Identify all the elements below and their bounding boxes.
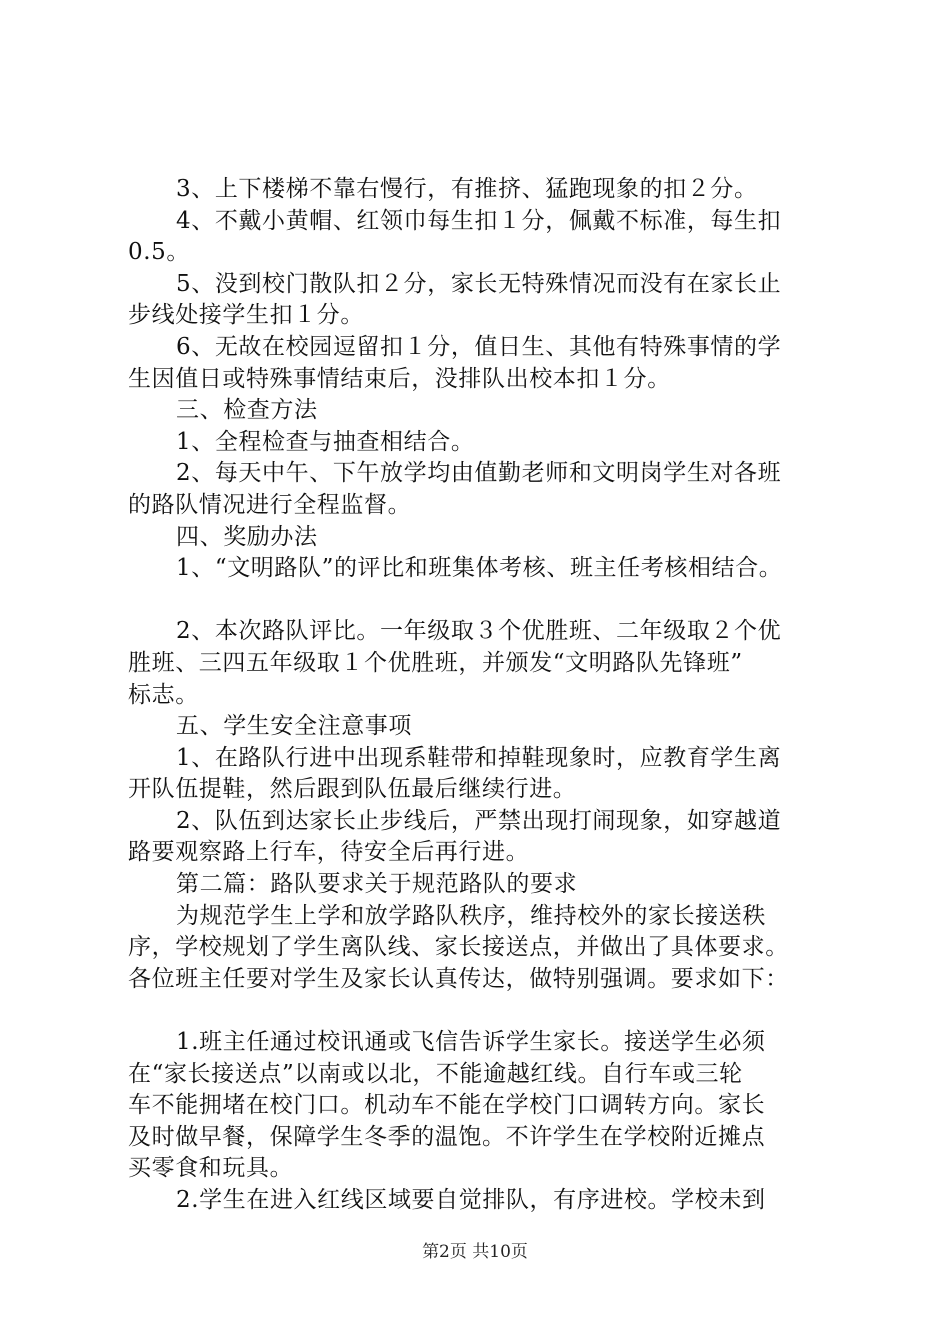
text-line: 1、全程检查与抽查相结合。	[176, 428, 475, 455]
text-line: 各位班主任要对学生及家长认真传达，做特别强调。要求如下：	[128, 965, 789, 992]
document-body	[128, 174, 848, 1217]
text-line: 2、队伍到达家长止步线后，严禁出现打闹现象，如穿越道	[176, 807, 782, 834]
text-line: 1.班主任通过校讯通或飞信告诉学生家长。接送学生必须	[176, 1029, 766, 1056]
text-line: 三、检查方法	[176, 397, 318, 424]
blank-line	[128, 585, 848, 617]
text-line: 2、本次路队评比。一年级取３个优胜班、二年级取２个优	[176, 618, 782, 645]
text-line: 第二篇：路队要求关于规范路队的要求	[176, 871, 578, 898]
text-line: 标志。	[128, 681, 199, 708]
text-line: 及时做早餐，保障学生冬季的温饱。不许学生在学校附近摊点	[128, 1123, 766, 1150]
text-line: 为规范学生上学和放学路队秩序，维持校外的家长接送秩	[176, 902, 766, 929]
text-line: 1、“文明路队”的评比和班集体考核、班主任考核相结合。	[176, 555, 783, 582]
text-line: 0.5。	[128, 239, 190, 266]
text-line: 车不能拥堵在校门口。机动车不能在学校门口调转方向。家长	[128, 1092, 766, 1119]
text-line: 3、上下楼梯不靠右慢行，有推挤、猛跑现象的扣２分。	[176, 176, 758, 202]
text-line: 路要观察路上行车，待安全后再行进。	[128, 839, 530, 866]
text-line: 买零食和玩具。	[128, 1155, 294, 1182]
text-line: 序，学校规划了学生离队线、家长接送点，并做出了具体要求。	[128, 934, 789, 961]
text-line: 生因值日或特殊事情结束后，没排队出校本扣１分。	[128, 365, 671, 392]
blank-line	[128, 995, 848, 1027]
page-footer: 第2页 共10页	[422, 1242, 528, 1262]
text-line: 2、每天中午、下午放学均由值勤老师和文明岗学生对各班	[176, 460, 782, 487]
text-line: 在“家长接送点”以南或以北，不能逾越红线。自行车或三轮	[128, 1060, 743, 1087]
text-line: 胜班、三四五年级取１个优胜班，并颁发“文明路队先锋班”	[128, 649, 743, 676]
text-line: 步线处接学生扣１分。	[128, 302, 364, 329]
text-line: 开队伍提鞋，然后跟到队伍最后继续行进。	[128, 776, 577, 803]
text-line: 五、学生安全注意事项	[176, 713, 412, 740]
text-line: 的路队情况进行全程监督。	[128, 491, 412, 518]
text-line: 6、无故在校园逗留扣１分，值日生、其他有特殊事情的学	[176, 333, 782, 360]
text-line: 1、在路队行进中出现系鞋带和掉鞋现象时，应教育学生离	[176, 744, 782, 771]
text-line: 4、不戴小黄帽、红领巾每生扣１分，佩戴不标准，每生扣	[176, 207, 782, 234]
text-line: 5、没到校门散队扣２分，家长无特殊情况而没有在家长止	[176, 270, 782, 297]
text-line: 四、奖励办法	[176, 523, 318, 550]
text-line: 2.学生在进入红线区域要自觉排队，有序进校。学校未到	[176, 1187, 766, 1213]
